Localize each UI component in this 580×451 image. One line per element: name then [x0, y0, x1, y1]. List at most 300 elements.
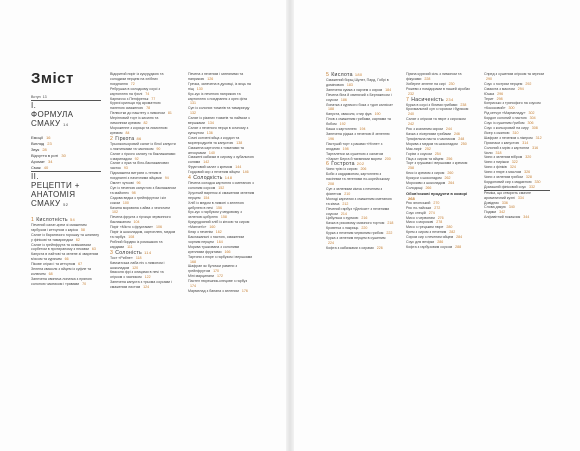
toc-entry-page: 240: [408, 112, 414, 117]
toc-entry-label: Цибулька з хурмою: [326, 216, 359, 221]
toc-entry-page: 108: [128, 235, 135, 239]
toc-entry-label: Суп з зеленими кімча з печеним з фіатетом: [326, 187, 383, 196]
toc-entry-label: Піца з сиром та яйцем: [406, 156, 444, 161]
toc-entry[interactable]: [110, 196, 178, 206]
toc-column-4: [326, 72, 396, 251]
toc-entry-page: 270: [433, 200, 440, 205]
toc-column-main: [31, 70, 103, 287]
toc-entry-label: Кекс із кремом з сиром: [406, 171, 445, 176]
toc-entry[interactable]: [110, 152, 178, 162]
toc-entry-page: 142: [203, 160, 210, 165]
toc-entry[interactable]: [188, 106, 258, 116]
part2-heading[interactable]: II. РЕЦЕПТИ + АНАТОМІЯ СМАКУ 52: [31, 171, 80, 208]
toc-entry-label: Пряна курячий сіль з лимоном та фікусами: [406, 72, 462, 81]
toc-entry[interactable]: [406, 245, 476, 250]
toc-entry-label: Підсмажена витрати с-теним в поєднанні з пачечними яйцами: [110, 171, 162, 181]
toc-entry-label: Приспаси з капустою: [484, 140, 520, 145]
toc-entry-page: 174: [190, 284, 196, 289]
toc-entry-label: Шафран з печеним з лікером: [484, 135, 533, 140]
toc-entry-label: Реміка, що створить смачне ароматичний кухні: [484, 190, 531, 200]
toc-entry-label: Курячі крильця під ароматною паленою смаженою: [110, 101, 161, 111]
toc-entry[interactable]: [31, 277, 103, 287]
toc-entry-label: Тартини з пюре з гарбузом і вершками: [188, 254, 253, 259]
recipe-list: [188, 72, 258, 175]
toc-entry-page: 146: [242, 170, 249, 175]
toc-entry-label: Смажені кабачки в сирому з зубальною солями: [188, 155, 254, 165]
section-1-heading[interactable]: 1 Кислотність 54: [31, 216, 75, 223]
section-4-heading[interactable]: 4 Солодкість 148: [188, 175, 233, 182]
toc-entry-label: Плов з смаженим грибами, карпами та бобом: [326, 117, 391, 127]
toc-entry-page: 216: [361, 216, 368, 221]
toc-entry-label: Кус-кус з гарбузом у медовому з зеленою цибулею: [188, 210, 242, 220]
toc-entry-page: 72: [130, 81, 135, 86]
section-3-list: [110, 256, 178, 290]
toc-entry-page: 106: [155, 225, 162, 230]
toc-column-5: [406, 72, 476, 250]
section-7-heading[interactable]: 7 Насиченість 234: [406, 96, 454, 103]
toc-entry[interactable]: [406, 72, 476, 82]
toc-entry-page: 152: [218, 185, 225, 190]
toc-entry-label: Квасоля фрі з олицями в печі та огірком з часником: [110, 270, 164, 280]
toc-entry-page: 144: [235, 165, 242, 170]
toc-entry-page: 122: [144, 275, 151, 280]
part1-entry-page: 16: [46, 134, 51, 140]
recipe-list: [484, 72, 554, 190]
toc-entry-page: 206: [360, 167, 367, 172]
toc-entry[interactable]: [326, 187, 396, 197]
toc-entry-page: 84: [125, 130, 130, 135]
toc-entry-label: Салат із грейпфрута та освіжаючим сорбетом в протираному з пекаюм: [31, 242, 91, 252]
toc-entry-page: 62: [75, 237, 80, 242]
toc-entry-label: Довідник: [484, 200, 499, 205]
toc-entry-page: 340: [508, 205, 515, 210]
pantry-list: [406, 201, 476, 250]
toc-entry-label: Салат з лука та біло-баклажанових часток: [110, 161, 170, 171]
toc-entry[interactable]: [326, 78, 396, 88]
toc-entry-page: 198: [342, 146, 349, 151]
toc-entry[interactable]: [188, 245, 258, 255]
toc-entry-label: Салат з гіркого салату та баклажанами з маринадом: [110, 151, 176, 161]
toc-entry-page: 326: [524, 170, 531, 175]
toc-entry-page: 77: [151, 96, 156, 101]
toc-entry[interactable]: [110, 101, 178, 111]
toc-entry[interactable]: [110, 240, 178, 250]
toc-entry-page: 228: [424, 76, 431, 81]
toc-entry-page: 250: [460, 141, 467, 146]
toc-entry[interactable]: [188, 235, 258, 245]
toc-entry-page: 164: [216, 239, 223, 244]
toc-entry-page: 292: [525, 81, 532, 86]
toc-entry-page: 154: [203, 195, 210, 200]
toc-entry[interactable]: [326, 152, 396, 162]
toc-entry-label: Чипи з фініків: [484, 165, 507, 170]
toc-entry-page: 92: [134, 156, 139, 161]
toc-entry-label: Баклажаньні з пастою, смаженим чорним перцем: [188, 235, 244, 244]
toc-entry[interactable]: [188, 289, 258, 294]
toc-entry-page: 168: [190, 259, 196, 264]
toc-entry-page: 118: [135, 255, 142, 260]
toc-entry-label: Печена солодка картопля з сметаною з солоним соусом: [188, 181, 254, 190]
toc-entry-label: Крем з сиром з печеним: [406, 230, 447, 235]
toc-entry-label: Чипи трію із сирою: [326, 167, 358, 172]
toc-entry[interactable]: [326, 93, 396, 103]
toc-entry[interactable]: [110, 280, 178, 290]
toc-entry-label: Мороженне з кориця та лимонною кремом: [110, 125, 168, 135]
toc-entry-label: Гордовий сир з печеним яйцем: [188, 170, 240, 175]
toc-entry-label: Морква тушкована з солоними креплими фруктами: [188, 244, 240, 254]
toc-entry-page: 294: [517, 86, 524, 91]
toc-entry-label: Пастушій торт з раками «Нічне» з ягодами: [326, 141, 383, 151]
toc-entry-label: Рід кетчуп «Мармеладу»: [484, 111, 526, 116]
toc-entry[interactable]: [326, 172, 396, 187]
toc-entry-label: Запечена свиняча лопатка з пряною солоною часником і травами: [31, 276, 92, 286]
toc-entry-page: 136: [206, 130, 213, 135]
toc-entry-page: 172: [217, 274, 224, 279]
section-6-list: [326, 167, 396, 250]
toc-entry-page: 344: [523, 215, 530, 220]
toc-entry-page: 312: [535, 135, 542, 140]
book-gutter: [286, 0, 294, 451]
toc-entry-page: 320: [525, 155, 532, 160]
toc-entry-page: 81: [167, 111, 172, 116]
toc-entry-label: Чили: [484, 150, 493, 155]
toc-entry[interactable]: [31, 252, 103, 262]
toc-entry[interactable]: [188, 201, 258, 211]
toc-entry[interactable]: [110, 206, 178, 216]
toc-entry[interactable]: [188, 126, 258, 136]
toc-entry-page: 190: [374, 112, 381, 117]
toc-entry-page: 258: [408, 166, 414, 171]
toc-entry-page: 242: [408, 122, 414, 127]
toc-entry-page: 192: [339, 122, 346, 127]
toc-entry-label: Юшка: [484, 91, 495, 96]
toc-entry-label: Солодощі: [406, 185, 423, 190]
toc-entry-page: 210: [344, 191, 351, 196]
toc-entry-page: 131: [190, 101, 196, 106]
part1-entry-label: Смак: [31, 164, 41, 170]
toc-entry-label: Фруктовий салат з кремом: [188, 165, 233, 170]
toc-entry-page: 238: [460, 102, 467, 107]
toc-entry[interactable]: [188, 255, 258, 265]
toc-entry[interactable]: [326, 132, 396, 142]
toc-entry-page: 138: [236, 140, 243, 145]
toc-entry-page: 158: [220, 215, 227, 220]
toc-entry-label: Мак-пиріг: [406, 146, 422, 151]
toc-entry-page: 230: [448, 81, 455, 86]
toc-entry[interactable]: [406, 107, 476, 117]
toc-entry[interactable]: [110, 87, 178, 97]
toc-entry[interactable]: [110, 142, 178, 152]
toc-entry-page: 132: [190, 111, 196, 116]
part1-entry-page: 34: [47, 158, 53, 164]
toc-entry[interactable]: [188, 92, 258, 107]
toc-entry[interactable]: [188, 155, 258, 165]
toc-entry-label: Боби з кардамоном, картоплею з насінням та легенями по-корейському: [326, 172, 390, 182]
toc-entry-page: 176: [241, 288, 248, 293]
toc-entry-page: 264: [448, 181, 455, 186]
toc-entry-label: Морква з медом та шоколадом: [406, 141, 458, 146]
part1-entry-page: 40: [43, 164, 49, 170]
toc-entry-page: 314: [522, 140, 529, 145]
toc-entry-label: Печена фрукта з гірчиця червонного баклажаном: [110, 215, 171, 225]
toc-entry-page: 254: [434, 151, 441, 156]
toc-entry-label: Запечена сумка з харчем з сиром: [326, 87, 383, 92]
toc-entry-label: Мерінговий торт із кисилю та лимонним кремом: [110, 116, 159, 126]
section-4-list: [188, 181, 258, 294]
toc-entry[interactable]: [484, 215, 554, 220]
toc-entry-page: 246: [453, 131, 460, 136]
toc-entry-label: Кускуси з шоколадом: [406, 176, 442, 181]
section-7-list: [406, 103, 476, 191]
toc-entry-page: 194: [359, 127, 366, 132]
toc-entry-label: Хиберне зелене на сирі: [406, 81, 446, 86]
toc-entry-page: 100: [122, 200, 129, 205]
part1-heading[interactable]: I. ФОРМУЛА СМАКУ 14: [31, 100, 74, 128]
toc-entry-page: 156: [215, 205, 222, 210]
toc-entry-page: 170: [213, 269, 220, 274]
toc-entry[interactable]: [188, 116, 258, 126]
toc-entry-label: Печена з печеним і затеяними та паприкою: [188, 72, 244, 81]
toc-entry-label: Сочні копчені яйца з кордон та морепродуктів та капустою: [188, 135, 240, 145]
toc-entry[interactable]: [110, 171, 178, 181]
toc-entry[interactable]: [31, 223, 103, 233]
toc-entry-page: 282: [449, 230, 456, 235]
toc-entry-label: Зелена квасоля з яйцем із суфле та колючем: [31, 267, 92, 276]
toc-entry-label: Печена біла й свинячий з Бернакесом і соусом: [326, 92, 392, 102]
page-title: Зміст: [31, 70, 74, 87]
toc-entry-page: 63: [91, 247, 96, 252]
toc-entry-label: Кофта з кабачками з сирами: [326, 245, 374, 250]
toc-entry-label: Кофта з гарбузовим соусом: [406, 245, 453, 249]
part1-entry-label: Вигляд: [31, 140, 45, 146]
toc-entry-page: 336: [501, 200, 508, 205]
toc-entry-page: 162: [215, 230, 222, 235]
toc-entry-page: 318: [495, 150, 502, 155]
toc-entry-page: 68: [48, 271, 53, 276]
toc-entry-label: Рибний бордюк із ромашкою та кардами: [110, 239, 163, 249]
toc-entry-page: 244: [445, 127, 452, 132]
pantry-heading[interactable]: Обов'язкові продукти в коморі 268: [406, 190, 468, 201]
toc-entry-label: Шафран як булочки рамени з грейпфрутом: [188, 264, 238, 274]
toc-entry-page: 298: [496, 96, 503, 101]
part1-entry-label: Звук: [31, 146, 40, 152]
toc-entry-label: Чипи з зеленим грибом: [484, 175, 523, 180]
toc-entry-page: 96: [136, 181, 141, 186]
toc-entry[interactable]: [110, 230, 178, 240]
toc-entry-label: Трюфельна паста з часником: [406, 136, 456, 141]
section-6-heading[interactable]: 6 Гострота 202: [326, 161, 365, 168]
toc-entry[interactable]: [188, 220, 258, 230]
toc-entry-page: 186: [340, 97, 347, 102]
toc-entry-label: Соус із сушеним ґрибом: [484, 121, 525, 126]
toc-entry[interactable]: [406, 87, 476, 97]
toc-entry-label: Мармелад з банана з зеленим: [188, 288, 239, 293]
toc-entry-page: 120: [132, 265, 139, 270]
toc-entry-label: Мисо з червоним: [406, 215, 435, 220]
toc-entry-page: 58: [80, 227, 85, 232]
toc-entry-label: Рожеви з помідорами в нашей сіробах: [406, 86, 471, 91]
toc-entry-label: Рис по-тайськи: [406, 205, 432, 210]
toc-entry[interactable]: [326, 117, 396, 127]
toc-entry-page: 74: [145, 91, 150, 96]
toc-entry[interactable]: [110, 215, 178, 225]
toc-entry-page: 278: [436, 220, 443, 225]
toc-entry[interactable]: [326, 142, 396, 152]
toc-entry-page: 67: [78, 262, 83, 267]
toc-entry[interactable]: [188, 210, 258, 220]
toc-entry-page: 328: [525, 175, 532, 180]
toc-entry[interactable]: [326, 236, 396, 246]
toc-entry-page: 284: [456, 235, 463, 240]
toc-entry-label: Печений салат-крем зі смаженим гарбузом і кетчупом з каріка: [31, 222, 87, 232]
toc-entry[interactable]: [110, 186, 178, 196]
toc-entry-page: 330: [534, 179, 541, 184]
toc-entry-page: 252: [424, 146, 431, 151]
toc-entry[interactable]: [110, 261, 178, 271]
intro-entry[interactable]: Вступ 13: [31, 95, 47, 99]
toc-entry[interactable]: [110, 161, 178, 171]
toc-entry-page: 310: [512, 130, 519, 135]
toc-entry-label: Алфавітний покажчик: [484, 215, 521, 220]
toc-entry-page: 130: [196, 86, 203, 91]
toc-entry-label: Міні марципани: [188, 274, 215, 279]
toc-entry-label: Мисо з грецьким пюре: [406, 225, 444, 230]
toc-entry-page: 322: [511, 160, 518, 165]
toc-entry-label: Капуста, квасоля, стир фуа: [326, 112, 372, 117]
toc-entry-page: 183: [346, 82, 353, 87]
toc-entry-page: 212: [342, 201, 349, 206]
toc-entry-page: 188: [328, 107, 334, 112]
toc-entry-label: Тост «Рибне»: [110, 255, 133, 260]
toc-entry[interactable]: [31, 267, 103, 277]
part1-entry-label: Аромат: [31, 158, 45, 164]
part1-entry-label: Емоції: [31, 134, 43, 140]
toc-entry-label: Кордон солоний з пастою: [484, 116, 527, 121]
toc-entry[interactable]: [31, 233, 103, 243]
toc-entry-label: Домашній фініковий соус: [484, 184, 527, 189]
toc-entry[interactable]: [188, 264, 258, 274]
toc-entry-label: Торт з грушами і вершками з кремом: [406, 161, 468, 166]
toc-entry-page: 342: [499, 210, 506, 215]
toc-entry[interactable]: [326, 207, 396, 217]
toc-entry-label: Салат із різаних томатів та лаймом з вершками: [188, 116, 250, 126]
toc-entry-label: Рис з козлиним сиром: [406, 127, 443, 132]
toc-entry[interactable]: [188, 191, 258, 201]
toc-entry-page: 256: [446, 156, 453, 161]
toc-entry[interactable]: [188, 136, 258, 146]
toc-entry-label: Смажена картопля з томатами та анчоусами: [188, 145, 244, 155]
toc-entry-label: Кроветка з лакриць: [326, 226, 359, 231]
toc-column-2: [110, 72, 178, 290]
toc-entry-page: 316: [532, 145, 539, 150]
toc-entry-page: 324: [509, 165, 516, 170]
toc-entry-label: Чипи з пюре з маслом: [484, 170, 522, 175]
section-2-heading[interactable]: 2 Гіркота 86: [110, 135, 142, 142]
toc-entry-label: Лікер з ожиною: [484, 130, 510, 135]
toc-entry-label: Тарталетки за сушеною з салатом «Харм» Берга й таємними морем: [326, 151, 384, 161]
toc-entry-page: 262: [444, 176, 451, 181]
toc-entry-page: 200: [384, 156, 391, 161]
toc-entry-page: 276: [437, 215, 444, 220]
toc-entry-label: Крохмальний суп з горохом і буряком: [406, 107, 469, 112]
toc-entry-label: Гречка, запечена в духовці, із яєць на ніщ: [188, 81, 251, 91]
toc-entry[interactable]: [406, 161, 476, 171]
toc-entry-page: 218: [387, 221, 394, 226]
toc-entry-label: Курка з печеним червоним грибом: [326, 231, 384, 236]
toc-entry-label: Соус з кольоровий на сиру: [484, 125, 529, 130]
toc-entry[interactable]: [326, 246, 396, 251]
toc-entry-page: 288: [455, 245, 462, 249]
toc-entry-page: 166: [224, 249, 231, 254]
toc-entry[interactable]: [188, 82, 258, 92]
toc-entry[interactable]: [110, 126, 178, 136]
section-3-heading[interactable]: 3 Солоність 114: [110, 249, 152, 256]
toc-entry-page: 222: [386, 231, 393, 236]
toc-entry-page: 184: [385, 87, 392, 92]
toc-entry-page: 104: [133, 220, 140, 225]
toc-entry-label: Пастел пюрешник-клецове з гарбуз: [188, 279, 248, 284]
toc-entry-page: 111: [127, 244, 133, 249]
toc-entry-label: Пелюстки до паштету з лимоном: [110, 111, 165, 116]
toc-entry[interactable]: [188, 72, 258, 82]
toc-entry-page: 304: [529, 116, 536, 121]
toc-entry-page: 66: [64, 257, 69, 262]
toc-entry[interactable]: [110, 116, 178, 126]
toc-entry[interactable]: [110, 72, 178, 87]
toc-entry-label: Кус-кус із печеною паприкою та картоплею з поєднання з орех фіта: [188, 91, 248, 101]
toc-entry[interactable]: [326, 103, 396, 113]
section-5-heading[interactable]: 5 Кислота 180: [326, 72, 363, 78]
toc-entry-page: 78: [146, 106, 151, 111]
toc-entry-label: Пікове огірки і та кетчупом: [31, 262, 76, 267]
section-2-list: [110, 142, 178, 250]
toc-entry-page: 290: [486, 76, 492, 81]
toc-entry[interactable]: [406, 117, 476, 127]
toc-entry-label: Горіхи з соусом: [406, 151, 432, 156]
toc-entry-label: Омлет чуткові: [110, 181, 134, 186]
toc-entry[interactable]: [31, 243, 103, 253]
toc-entry[interactable]: [326, 197, 396, 207]
toc-entry-label: Качина морквяна з айва з чесночем: [110, 205, 170, 210]
toc-entry[interactable]: [484, 191, 554, 201]
toc-entry[interactable]: [110, 270, 178, 280]
toc-entry-label: Салат з огірком та пюре з сирочком: [406, 117, 466, 122]
toc-entry-page: 124: [143, 285, 150, 290]
toc-entry-label: Садова ведка з грейпфрутом і кіл соком: [110, 195, 167, 205]
toc-entry-label: Соус для вечірки: [406, 240, 435, 245]
toc-entry-label: Кордоновий сир з мадаєною: [484, 179, 532, 184]
toc-entry-page: 220: [361, 226, 368, 231]
toc-entry-label: Хліб із медом в лимоні з зеленою цибулею в печі: [188, 200, 244, 210]
toc-entry[interactable]: [188, 181, 258, 191]
toc-entry-label: Кукурудзяний хліб із кінзою та сиром «Манчеґо»: [188, 220, 250, 230]
toc-entry-label: Смакота з маслом: [484, 86, 515, 91]
toc-entry-label: Соус з гострим перцем: [484, 81, 523, 86]
toc-entry-label: Хрусткий варенок зі смаженим зеленим перцем: [188, 190, 255, 200]
toc-entry-label: Пиріг «Місто з фруктами»: [110, 225, 153, 230]
toc-entry-label: Салат із баранячого горошку та шпинату у фінікові та тамариндом: [31, 232, 100, 242]
toc-entry-label: Мисо з морозові: [406, 220, 434, 225]
toc-entry[interactable]: [188, 279, 258, 289]
toc-entry-page: 126: [207, 76, 214, 81]
toc-entry[interactable]: [188, 146, 258, 156]
toc-entry-page: 266: [425, 185, 432, 190]
part1-entry-page: 23: [47, 140, 52, 146]
toc-entry-label: Салат з печеного перця в сочному з кунжутом: [188, 125, 249, 135]
toc-entry-label: Чипи з пиріжки: [484, 160, 509, 165]
toc-entry[interactable]: [484, 101, 554, 111]
toc-entry[interactable]: [484, 72, 554, 82]
